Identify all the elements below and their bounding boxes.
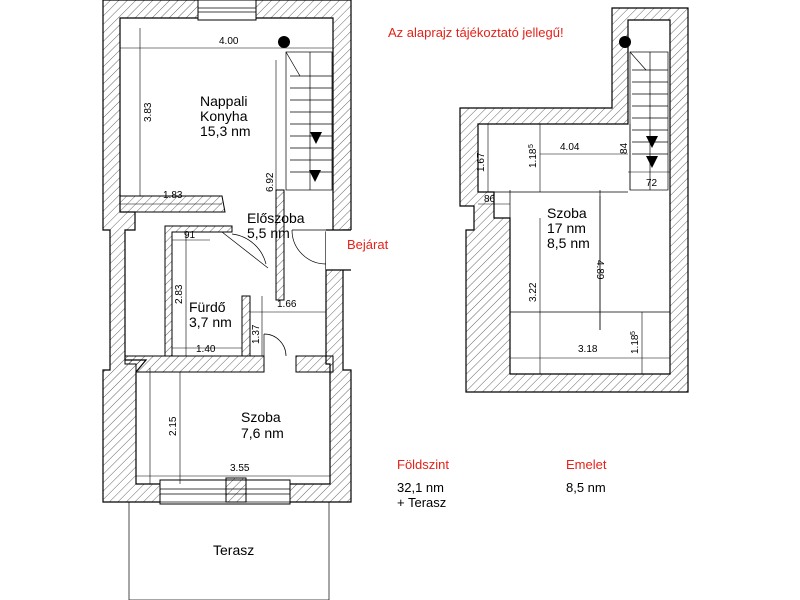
ground-stairs <box>286 52 332 190</box>
dim-bath-bottom: 1.40 <box>196 344 216 355</box>
dim-upper-left-step: 86 <box>484 194 496 205</box>
dim-upper-right-niche-sup: 5 <box>630 331 637 335</box>
dim-upper-stair-side: 84 <box>619 142 630 154</box>
bath-wall-right <box>242 296 250 356</box>
dim-upper-left-lower: 3.22 <box>528 282 539 302</box>
dim-room-width: 3.55 <box>230 463 250 474</box>
upper-stair-start-icon <box>619 36 631 48</box>
dim-stair-length: 6.92 <box>265 172 276 192</box>
dim-upper-niche-sup: 5 <box>528 144 535 148</box>
nappali-area: 15,3 nm <box>200 123 251 139</box>
eloszoba-area: 5,5 nm <box>247 225 290 241</box>
dim-room-height: 2.15 <box>168 416 179 436</box>
room-door-swing <box>264 334 286 356</box>
dim-upper-niche-top: 1.18 <box>528 148 539 168</box>
eloszoba-name: Előszoba <box>247 210 305 226</box>
ground-summary-extra: + Terasz <box>397 495 447 510</box>
entrance-door-swing <box>292 230 326 264</box>
szoba-area: 7,6 nm <box>241 425 284 441</box>
room-top-wall <box>125 356 264 372</box>
upper-summary-area: 8,5 nm <box>566 480 606 495</box>
upper-stairs <box>630 52 668 190</box>
dim-nappali-width: 4.00 <box>219 36 239 47</box>
ground-summary-title: Földszint <box>397 457 450 472</box>
nappali-name-1: Nappali <box>200 93 248 109</box>
dim-upper-right-niche: 1.18 <box>630 334 641 354</box>
stair-end-icon <box>309 170 321 182</box>
stair-direction-icon <box>310 132 322 144</box>
furdo-area: 3,7 nm <box>189 314 232 330</box>
upper-szoba-name: Szoba <box>547 205 587 221</box>
ground-floor-plan <box>103 0 352 600</box>
ground-summary-area: 32,1 nm <box>397 480 444 495</box>
upper-szoba-area-1: 17 nm <box>547 220 586 236</box>
nappali-name-2: Konyha <box>200 108 248 124</box>
szoba-name: Szoba <box>241 409 281 425</box>
room-top-wall-right <box>296 356 333 372</box>
dim-upper-left-height: 1.67 <box>476 152 487 172</box>
dim-hall-height: 1.37 <box>251 324 262 344</box>
entrance-label: Bejárat <box>347 237 389 252</box>
stair-start-icon <box>278 36 290 48</box>
dim-bath-height: 2.83 <box>174 284 185 304</box>
upper-szoba-area-2: 8,5 nm <box>547 235 590 251</box>
dim-bath-top: 91 <box>184 230 196 241</box>
dim-upper-room-length: 4.89 <box>594 260 605 280</box>
notice-text: Az alaprajz tájékoztató jellegű! <box>388 25 564 40</box>
upper-summary-title: Emelet <box>566 457 607 472</box>
dim-nappali-height: 3.83 <box>143 102 154 122</box>
hall-wall <box>276 190 284 300</box>
dim-upper-stair-bottom: 72 <box>646 178 658 189</box>
furdo-name: Fürdő <box>189 299 226 315</box>
terasz-name: Terasz <box>213 542 255 558</box>
dim-upper-room-width-bottom: 3.18 <box>578 344 598 355</box>
dim-kitchen-lower: 1.83 <box>163 190 183 201</box>
upper-stair-end-icon <box>646 156 658 168</box>
dim-upper-room-width-top: 4.04 <box>560 142 580 153</box>
dim-hall-width: 1.66 <box>277 299 297 310</box>
